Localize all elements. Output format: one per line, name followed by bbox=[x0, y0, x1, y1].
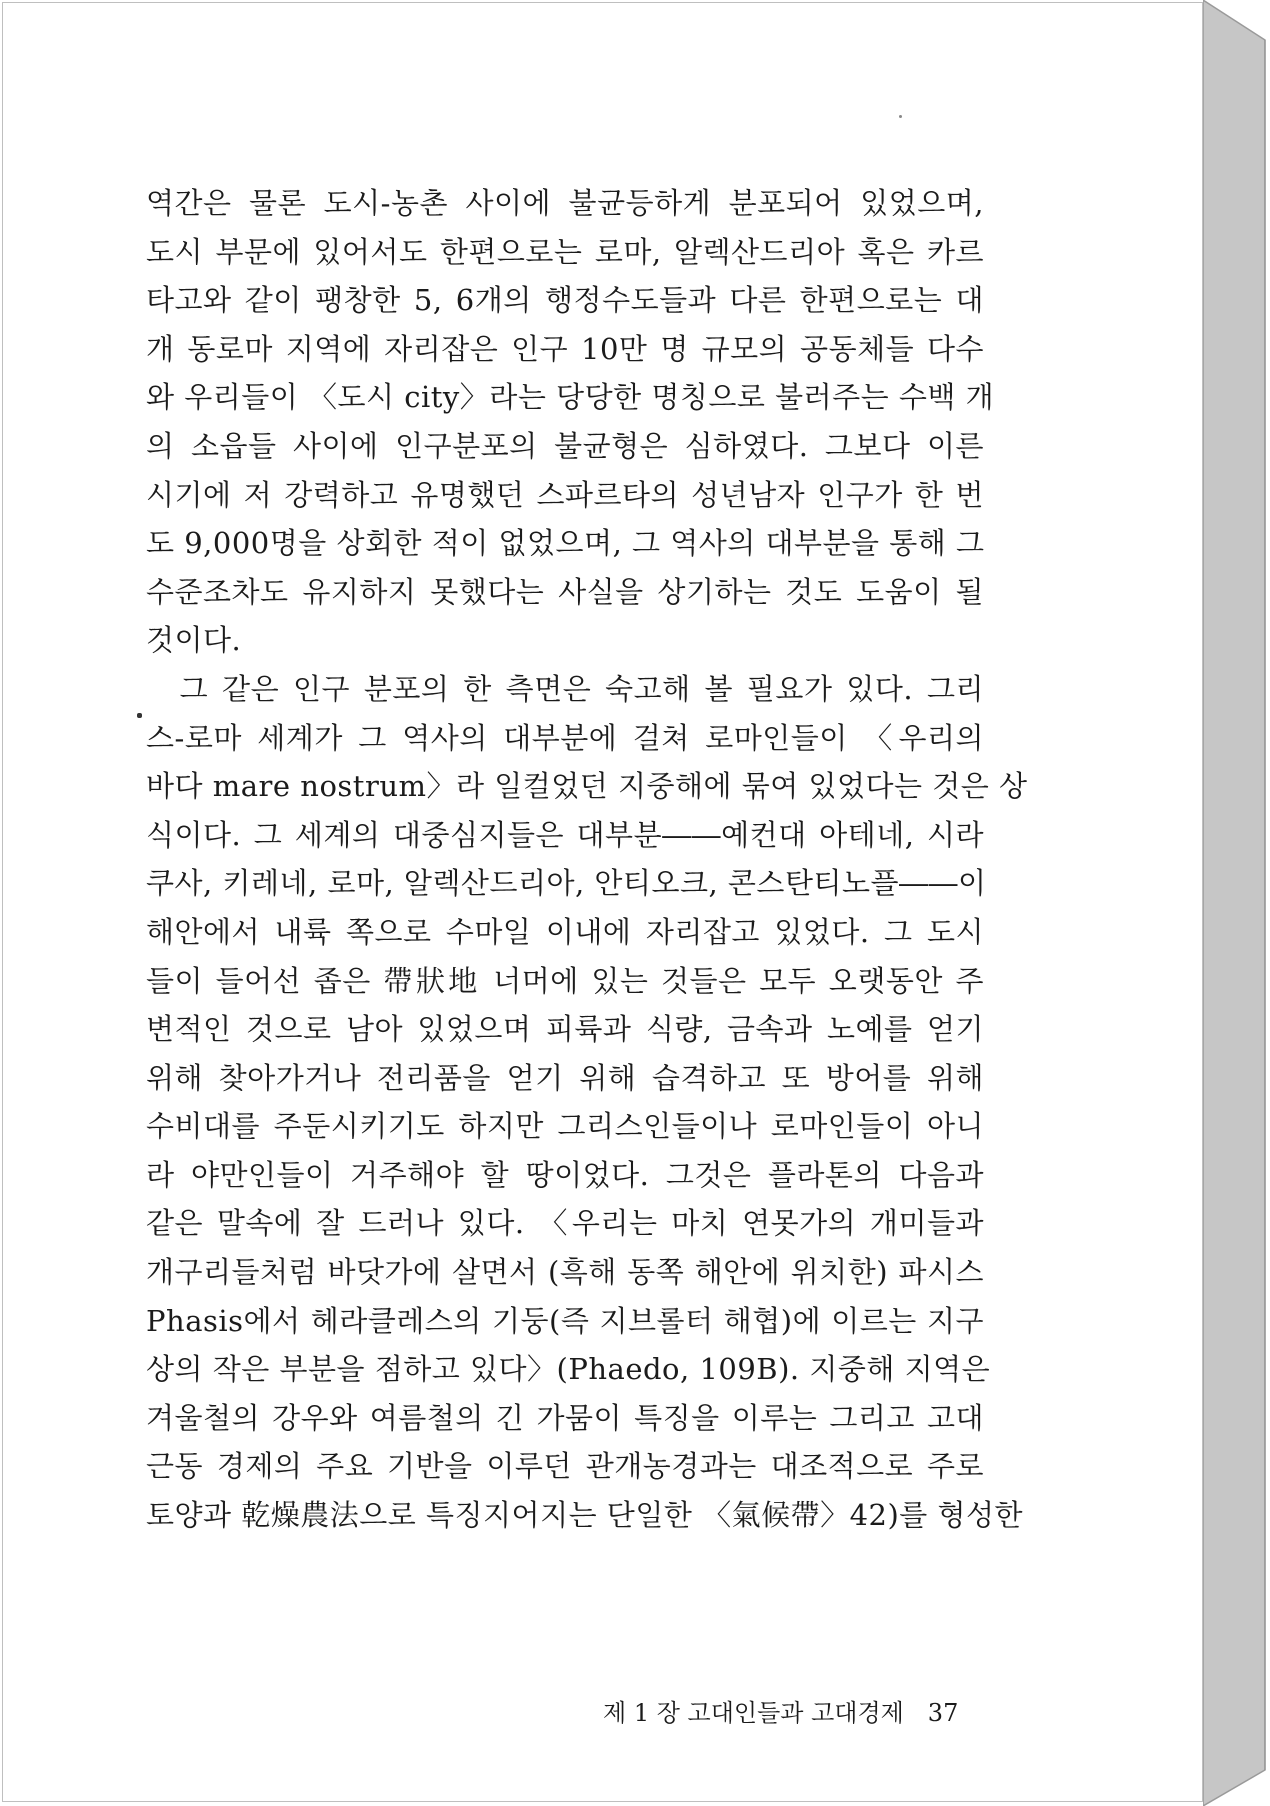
text-line: 의 소읍들 사이에 인구분포의 불균형은 심하였다. 그보다 이른 bbox=[146, 428, 984, 463]
text-line: 스-로마 세계가 그 역사의 대부분에 걸쳐 로마인들이 〈우리의 bbox=[146, 720, 984, 755]
body-text bbox=[146, 179, 1028, 1540]
text-line: 것이다. bbox=[146, 623, 242, 658]
text-line: 식이다. 그 세계의 대중심지들은 대부분――예컨대 아테네, 시라 bbox=[146, 817, 984, 852]
text-line: Phasis에서 헤라클레스의 기둥(즉 지브롤터 해협)에 이르는 지구 bbox=[146, 1303, 984, 1338]
text-line: 역간은 물론 도시-농촌 사이에 불균등하게 분포되어 있었으며, bbox=[146, 186, 984, 220]
speck bbox=[899, 115, 902, 118]
text-line: 겨울철의 강우와 여름철의 긴 가뭄이 특징을 이루는 그리고 고대 bbox=[146, 1400, 984, 1435]
text-line: 쿠사, 키레네, 로마, 알렉산드리아, 안티오크, 콘스탄티노플――이 bbox=[146, 866, 987, 901]
running-footer: 제 1 장 고대인들과 고대경제 37 bbox=[603, 1699, 959, 1727]
text-line: 와 우리들이 〈도시 city〉라는 당당한 명칭으로 불러주는 수백 개 bbox=[146, 380, 995, 415]
text-line: 도 9,000명을 상회한 적이 없었으며, 그 역사의 대부분을 통해 그 bbox=[146, 526, 985, 561]
text-line: 바다 mare nostrum〉라 일컬었던 지중해에 묶여 있었다는 것은 상 bbox=[146, 769, 1028, 804]
text-line: 시기에 저 강력하고 유명했던 스파르타의 성년남자 인구가 한 번 bbox=[146, 477, 984, 512]
text-line: 위해 찾아가거나 전리품을 얻기 위해 습격하고 또 방어를 위해 bbox=[146, 1060, 984, 1095]
text-line: 같은 말속에 잘 드러나 있다. 〈우리는 마치 연못가의 개미들과 bbox=[146, 1206, 984, 1241]
text-line: 개구리들처럼 바닷가에 살면서 (흑해 동쪽 해안에 위치한) 파시스 bbox=[146, 1255, 984, 1290]
text-line: 수비대를 주둔시키기도 하지만 그리스인들이나 로마인들이 아니 bbox=[146, 1109, 984, 1144]
text-line: 개 동로마 지역에 자리잡은 인구 10만 명 규모의 공동체들 다수 bbox=[146, 331, 984, 366]
text-line: 도시 부문에 있어서도 한편으로는 로마, 알렉산드리아 혹은 카르 bbox=[146, 234, 984, 269]
text-line: 그 같은 인구 분포의 한 측면은 숙고해 볼 필요가 있다. 그리 bbox=[146, 671, 984, 706]
text-line: 라 야만인들이 거주해야 할 땅이었다. 그것은 플라톤의 다음과 bbox=[146, 1157, 984, 1192]
text-line: 타고와 같이 팽창한 5, 6개의 행정수도들과 다른 한편으로는 대 bbox=[146, 283, 984, 318]
book-edge-shadow bbox=[1203, 0, 1270, 1806]
text-line: 해안에서 내륙 쪽으로 수마일 이내에 자리잡고 있었다. 그 도시 bbox=[146, 914, 984, 949]
book-page bbox=[2, 2, 1203, 1802]
text-line: 들이 들어선 좁은 帶狀地 너머에 있는 것들은 모두 오랫동안 주 bbox=[146, 963, 984, 998]
text-line: 변적인 것으로 남아 있었으며 피륙과 식량, 금속과 노예를 얻기 bbox=[146, 1012, 984, 1047]
text-line: 토양과 乾燥農法으로 특징지어지는 단일한 〈氣候帶〉42)를 형성한 bbox=[146, 1498, 1024, 1533]
text-line: 수준조차도 유지하지 못했다는 사실을 상기하는 것도 도움이 될 bbox=[146, 574, 984, 609]
ink-mark bbox=[137, 713, 142, 718]
text-line: 근동 경제의 주요 기반을 이루던 관개농경과는 대조적으로 주로 bbox=[146, 1449, 984, 1484]
text-line: 상의 작은 부분을 점하고 있다〉(Phaedo, 109B). 지중해 지역은 bbox=[146, 1352, 991, 1387]
